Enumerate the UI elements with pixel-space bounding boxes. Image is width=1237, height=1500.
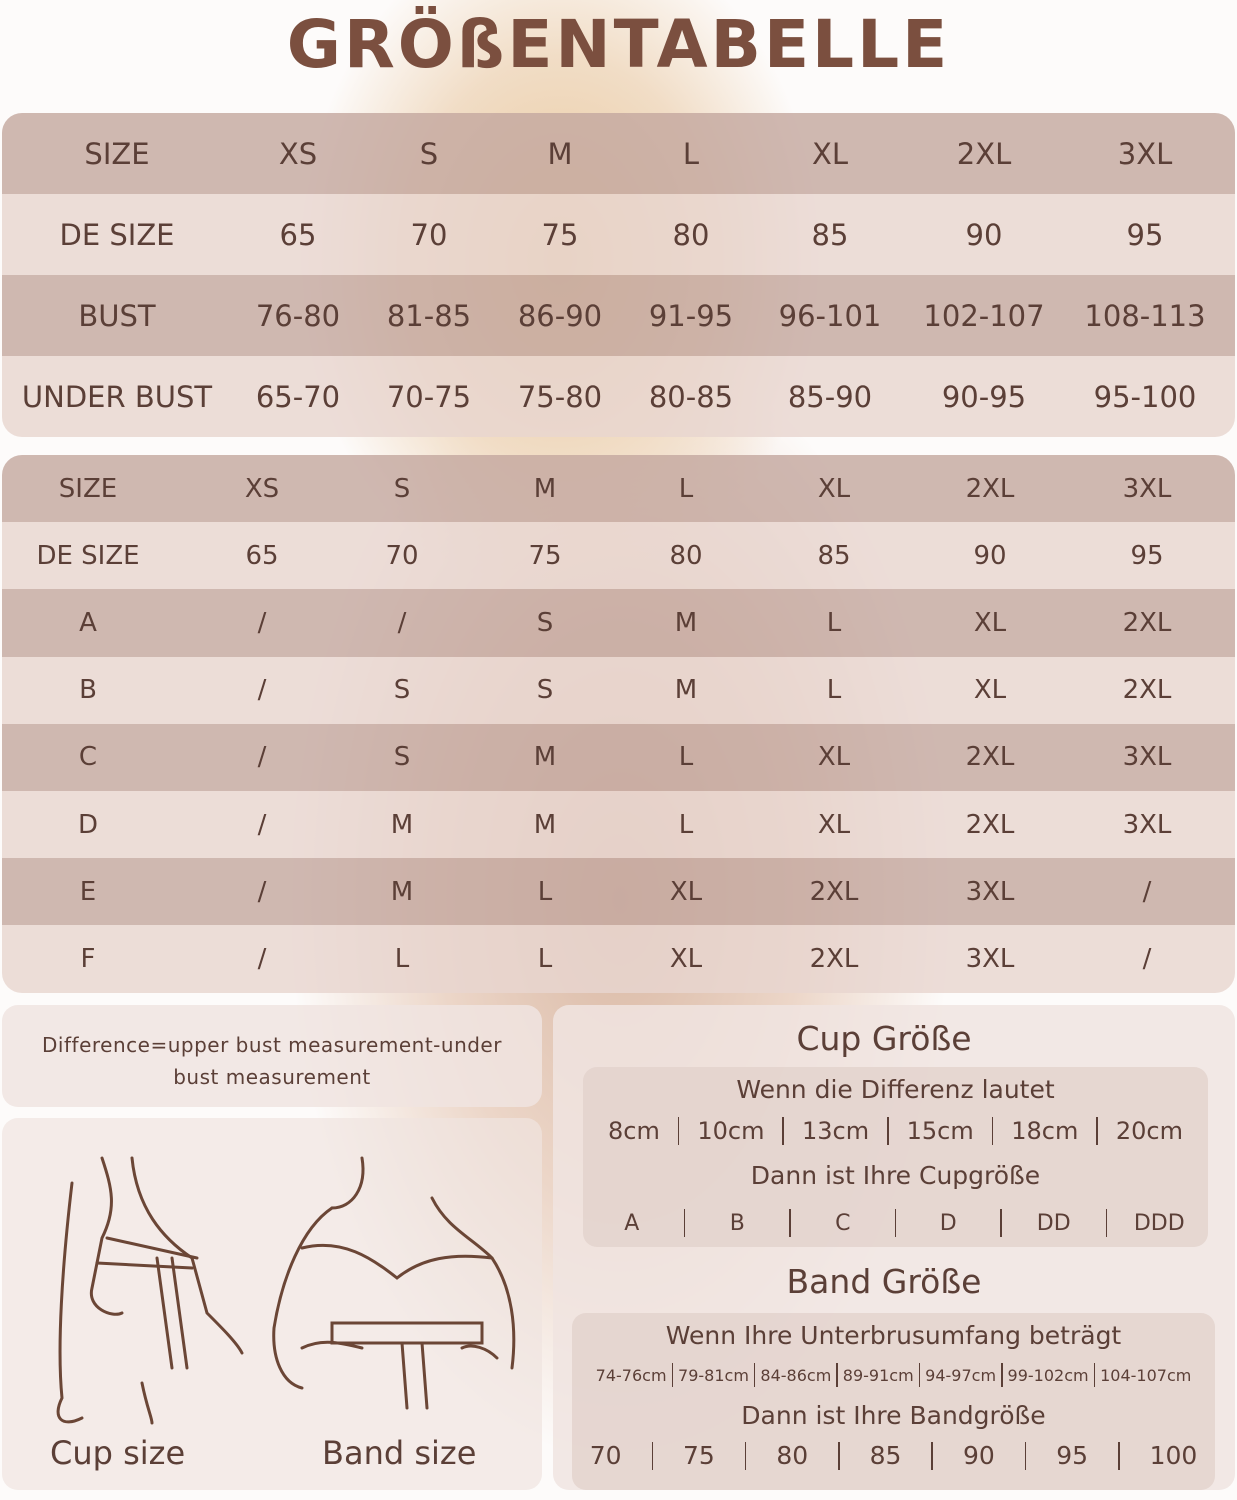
difference-note-box (2, 1005, 542, 1107)
table-cell: / (257, 876, 267, 907)
table-cell: L (826, 607, 842, 638)
separator (1094, 1363, 1096, 1387)
table-cell: 65 (279, 217, 317, 252)
separator (836, 1363, 838, 1387)
table-cell: XL (817, 473, 851, 504)
table-cell: XL (973, 607, 1007, 638)
table-row (2, 356, 1235, 437)
table-cell: 2XL (1122, 675, 1172, 706)
separator (838, 1442, 840, 1470)
table-cell: M (674, 607, 698, 638)
row-header: DE SIZE (36, 540, 140, 571)
table-cell: 90-95 (941, 379, 1027, 414)
table-cell: 75 (541, 217, 579, 252)
table-cell: 76-80 (255, 298, 341, 333)
cup-size-table (2, 455, 1235, 993)
band-values (572, 1441, 1215, 1470)
table-cell: / (257, 943, 267, 974)
value: 70 (589, 1441, 622, 1470)
value: 84-86cm (760, 1365, 832, 1385)
table-row (2, 589, 1235, 656)
table-cell: 3XL (965, 876, 1015, 907)
table-cell: M (390, 876, 414, 907)
table-row (2, 194, 1235, 275)
separator (1000, 1209, 1002, 1237)
table-cell: / (257, 607, 267, 638)
table-row (2, 113, 1235, 194)
value: 85 (869, 1441, 902, 1470)
table-row (2, 275, 1235, 356)
table-cell: 80-85 (648, 379, 734, 414)
table-row (2, 657, 1235, 724)
row-header: C (78, 742, 98, 773)
table-cell: XL (669, 943, 703, 974)
table-cell: M (390, 809, 414, 840)
value: 89-91cm (842, 1365, 914, 1385)
band-panel (572, 1313, 1215, 1490)
table-cell: 96-101 (778, 298, 882, 333)
table-cell: 3XL (1122, 809, 1172, 840)
separator (745, 1442, 747, 1470)
separator (919, 1363, 921, 1387)
page-title: GRÖßENTABELLE (286, 6, 951, 83)
separator (887, 1117, 889, 1145)
table-cell: 2XL (809, 943, 859, 974)
separator (678, 1117, 680, 1145)
table-cell: S (393, 675, 411, 706)
value: 10cm (697, 1117, 765, 1145)
table-cell: 90 (973, 540, 1007, 571)
row-header: BUST (78, 298, 156, 333)
separator (1106, 1209, 1108, 1237)
band-ranges (572, 1363, 1215, 1387)
table-cell: 3XL (1122, 742, 1172, 773)
separator (754, 1363, 756, 1387)
band-size-label: Band size (322, 1434, 477, 1472)
band-then-label: Dann ist Ihre Bandgröße (741, 1401, 1046, 1430)
separator (931, 1442, 933, 1470)
value: 13cm (801, 1117, 870, 1145)
table-row (2, 455, 1235, 522)
table-cell: 95 (1130, 540, 1164, 571)
table-cell: XL (811, 136, 849, 171)
separator (672, 1363, 674, 1387)
value: 90 (962, 1441, 995, 1470)
table-cell: 91-95 (648, 298, 734, 333)
table-cell: S (393, 473, 411, 504)
value: 95 (1056, 1441, 1089, 1470)
table-cell: XL (973, 675, 1007, 706)
table-cell: M (533, 742, 557, 773)
value: 20cm (1115, 1117, 1183, 1145)
table-cell: 102-107 (923, 298, 1045, 333)
separator (895, 1209, 897, 1237)
table-cell: 3XL (1122, 473, 1172, 504)
table-cell: 2XL (956, 136, 1012, 171)
table-cell: 3XL (1117, 136, 1173, 171)
table-cell: 80 (672, 217, 710, 252)
value: 74-76cm (595, 1365, 667, 1385)
cup-differences (583, 1117, 1208, 1145)
value: 8cm (608, 1117, 660, 1145)
table-cell: 80 (669, 540, 703, 571)
table-cell: M (533, 809, 557, 840)
separator (992, 1117, 994, 1145)
value: D (939, 1210, 957, 1236)
separator (782, 1117, 784, 1145)
row-header: UNDER BUST (21, 379, 213, 414)
value: DD (1036, 1210, 1071, 1236)
table-cell: L (394, 943, 410, 974)
table-cell: 2XL (965, 809, 1015, 840)
separator (1096, 1117, 1098, 1145)
measure-illustration-box (2, 1118, 542, 1490)
value: 94-97cm (925, 1365, 997, 1385)
separator (652, 1442, 654, 1470)
difference-note: Difference=upper bust measurement-under bust measurement (42, 1033, 502, 1089)
table-row (2, 724, 1235, 791)
table-cell: 65 (245, 540, 279, 571)
cup-size-label: Cup size (50, 1434, 186, 1472)
row-header: DE SIZE (59, 217, 175, 252)
value: 15cm (906, 1117, 974, 1145)
row-header: SIZE (58, 473, 118, 504)
table-cell: L (682, 136, 700, 171)
value: 80 (776, 1441, 809, 1470)
table-cell: L (678, 473, 694, 504)
table-cell: 81-85 (386, 298, 472, 333)
band-heading: Band Größe (786, 1262, 982, 1301)
row-header: A (79, 607, 97, 638)
table-cell: XS (244, 473, 280, 504)
table-row (2, 791, 1235, 858)
table-cell: / (1142, 876, 1152, 907)
table-cell: 3XL (965, 943, 1015, 974)
table-cell: L (826, 675, 842, 706)
separator (789, 1209, 791, 1237)
row-header: B (79, 675, 97, 706)
table-cell: / (257, 742, 267, 773)
row-header: F (80, 943, 96, 974)
value: 75 (683, 1441, 715, 1470)
row-header: D (77, 809, 99, 840)
cup-panel (583, 1067, 1208, 1247)
table-cell: / (397, 607, 407, 638)
size-guide-box (553, 1005, 1235, 1490)
table-cell: 2XL (1122, 607, 1172, 638)
table-cell: 2XL (965, 473, 1015, 504)
band-if-label: Wenn Ihre Unterbrusumfang beträgt (665, 1321, 1122, 1350)
table-row (2, 925, 1235, 992)
table-cell: XS (278, 136, 318, 171)
table-row (2, 858, 1235, 925)
separator (1025, 1442, 1027, 1470)
table-cell: 85 (811, 217, 849, 252)
table-cell: XL (817, 742, 851, 773)
value: 104-107cm (1100, 1365, 1192, 1385)
value: B (729, 1210, 745, 1236)
value: DDD (1133, 1210, 1185, 1236)
table-cell: / (1142, 943, 1152, 974)
separator (684, 1209, 686, 1237)
separator (1118, 1442, 1120, 1470)
row-header: SIZE (84, 136, 150, 171)
table-cell: L (678, 809, 694, 840)
table-cell: / (257, 675, 267, 706)
table-cell: S (419, 136, 439, 171)
value: C (835, 1210, 851, 1236)
table-row (2, 522, 1235, 589)
table-cell: 85-90 (787, 379, 873, 414)
table-cell: 65-70 (255, 379, 341, 414)
cup-if-label: Wenn die Differenz lautet (736, 1075, 1055, 1104)
value: 18cm (1011, 1117, 1079, 1145)
cup-then-label: Dann ist Ihre Cupgröße (750, 1161, 1041, 1190)
value: A (624, 1210, 640, 1236)
cup-values (583, 1209, 1208, 1237)
table-cell: 70 (410, 217, 448, 252)
table-cell: 75 (528, 540, 562, 571)
table-cell: M (533, 473, 557, 504)
table-cell: XL (817, 809, 851, 840)
table-cell: S (393, 742, 411, 773)
value: 99-102cm (1007, 1365, 1089, 1385)
table-cell: 95 (1126, 217, 1164, 252)
table-cell: L (678, 742, 694, 773)
measuring-illustration-icon (2, 1148, 542, 1448)
value: 79-81cm (678, 1365, 749, 1385)
size-table (2, 113, 1235, 437)
table-cell: 70-75 (386, 379, 472, 414)
cup-heading: Cup Größe (796, 1019, 972, 1058)
row-header: E (79, 876, 97, 907)
table-cell: L (537, 943, 553, 974)
table-cell: 2XL (809, 876, 859, 907)
table-cell: 2XL (965, 742, 1015, 773)
table-cell: M (547, 136, 573, 171)
table-cell: 108-113 (1084, 298, 1206, 333)
separator (1001, 1363, 1003, 1387)
table-cell: 75-80 (517, 379, 603, 414)
table-cell: 70 (385, 540, 419, 571)
table-cell: XL (669, 876, 703, 907)
table-cell: L (537, 876, 553, 907)
table-cell: S (536, 607, 554, 638)
table-cell: / (257, 809, 267, 840)
table-cell: 90 (965, 217, 1003, 252)
table-cell: 85 (817, 540, 851, 571)
table-cell: 86-90 (517, 298, 603, 333)
table-cell: 95-100 (1093, 379, 1197, 414)
table-cell: S (536, 675, 554, 706)
table-cell: M (674, 675, 698, 706)
value: 100 (1149, 1441, 1198, 1470)
